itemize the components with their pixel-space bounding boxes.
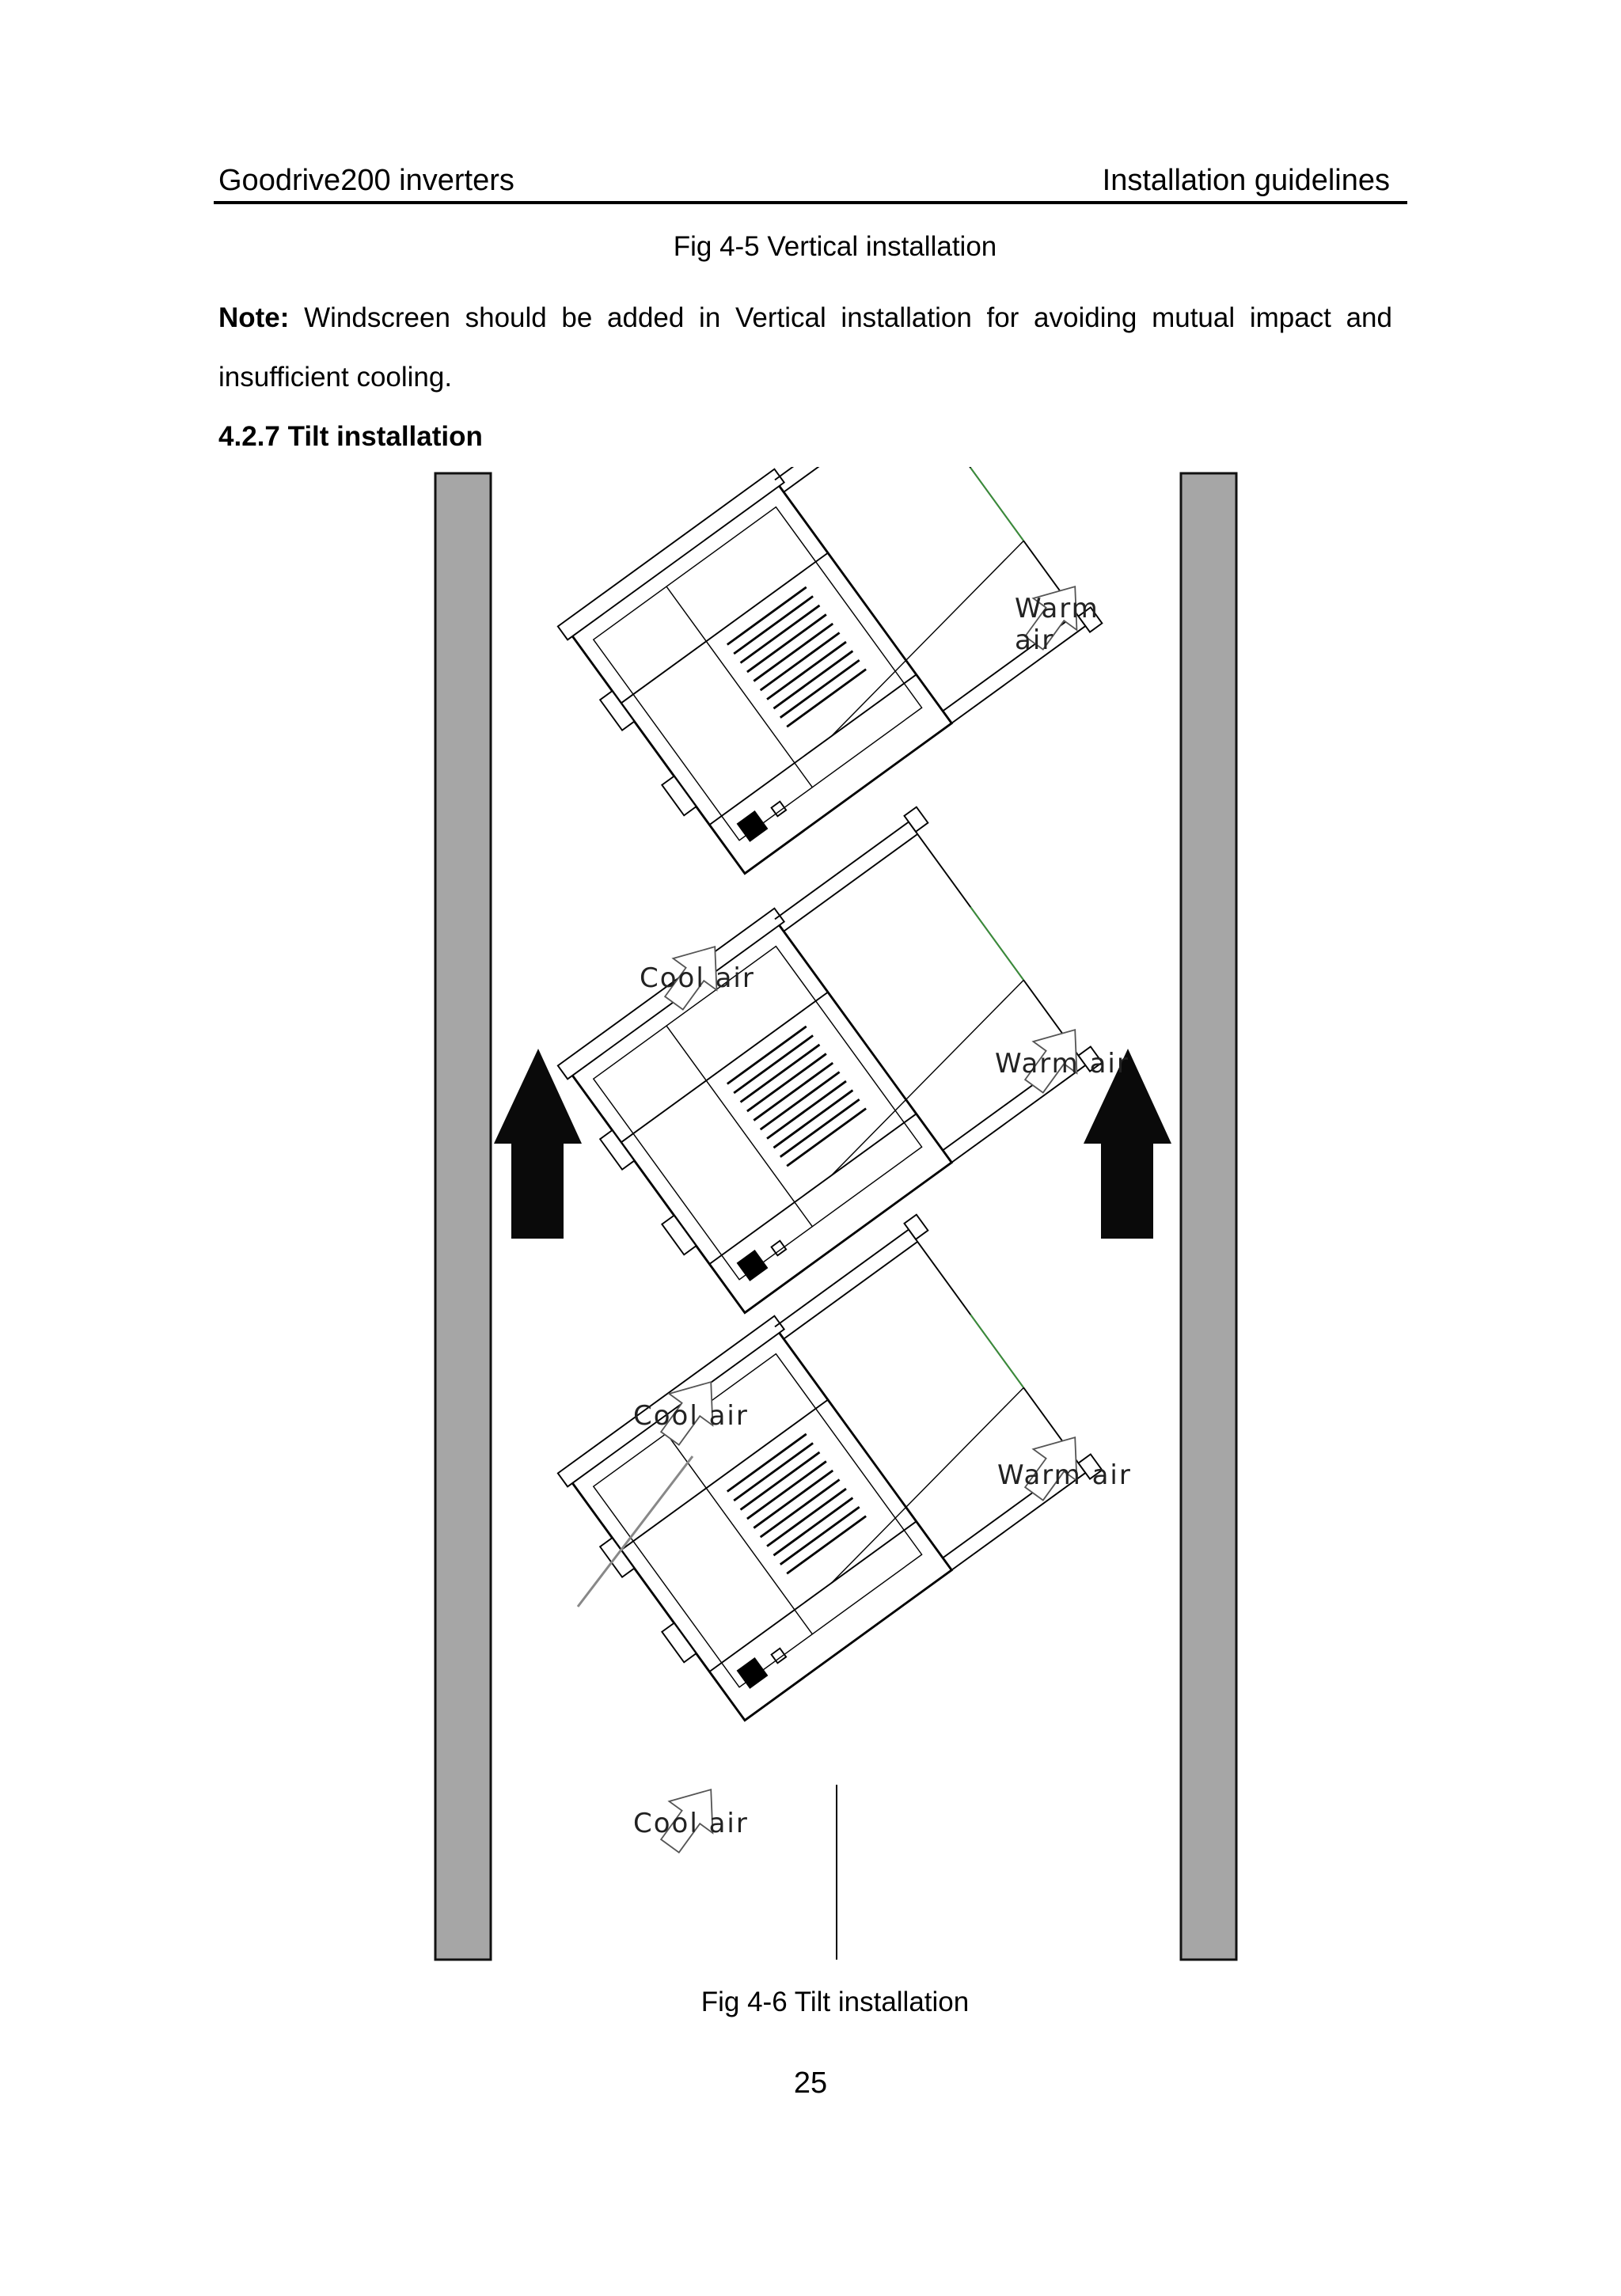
right-wall xyxy=(1181,473,1236,1960)
note-paragraph xyxy=(218,288,1392,407)
warm-air-label-1b: air xyxy=(1015,624,1055,656)
page-number: 25 xyxy=(793,2066,828,2100)
header-document-title: Goodrive200 inverters xyxy=(218,164,514,197)
header-chapter-title: Installation guidelines xyxy=(1102,164,1390,197)
tilt-installation-figure xyxy=(427,467,1243,1971)
fig-4-5-caption: Fig 4-5 Vertical installation xyxy=(673,231,997,262)
note-label: Note: xyxy=(218,302,290,333)
cool-air-label-3: Cool air xyxy=(633,1808,749,1839)
note-text: Windscreen should be added in Vertical installation for avoiding mutual impact and insufficient cooling. xyxy=(218,302,1392,393)
cool-air-label-2: Cool air xyxy=(633,1400,749,1432)
cool-air-label-1: Cool air xyxy=(640,962,755,994)
left-wall xyxy=(435,473,491,1960)
warm-air-label-1a: Warm xyxy=(1015,593,1099,624)
warm-air-label-3: Warm air xyxy=(997,1459,1132,1491)
warm-air-label-2: Warm air xyxy=(995,1048,1129,1080)
drive-top xyxy=(551,467,1103,888)
fig-4-6-caption: Fig 4-6 Tilt installation xyxy=(700,1987,970,2017)
section-heading: 4.2.7 Tilt installation xyxy=(218,421,483,452)
header-rule xyxy=(214,201,1407,204)
